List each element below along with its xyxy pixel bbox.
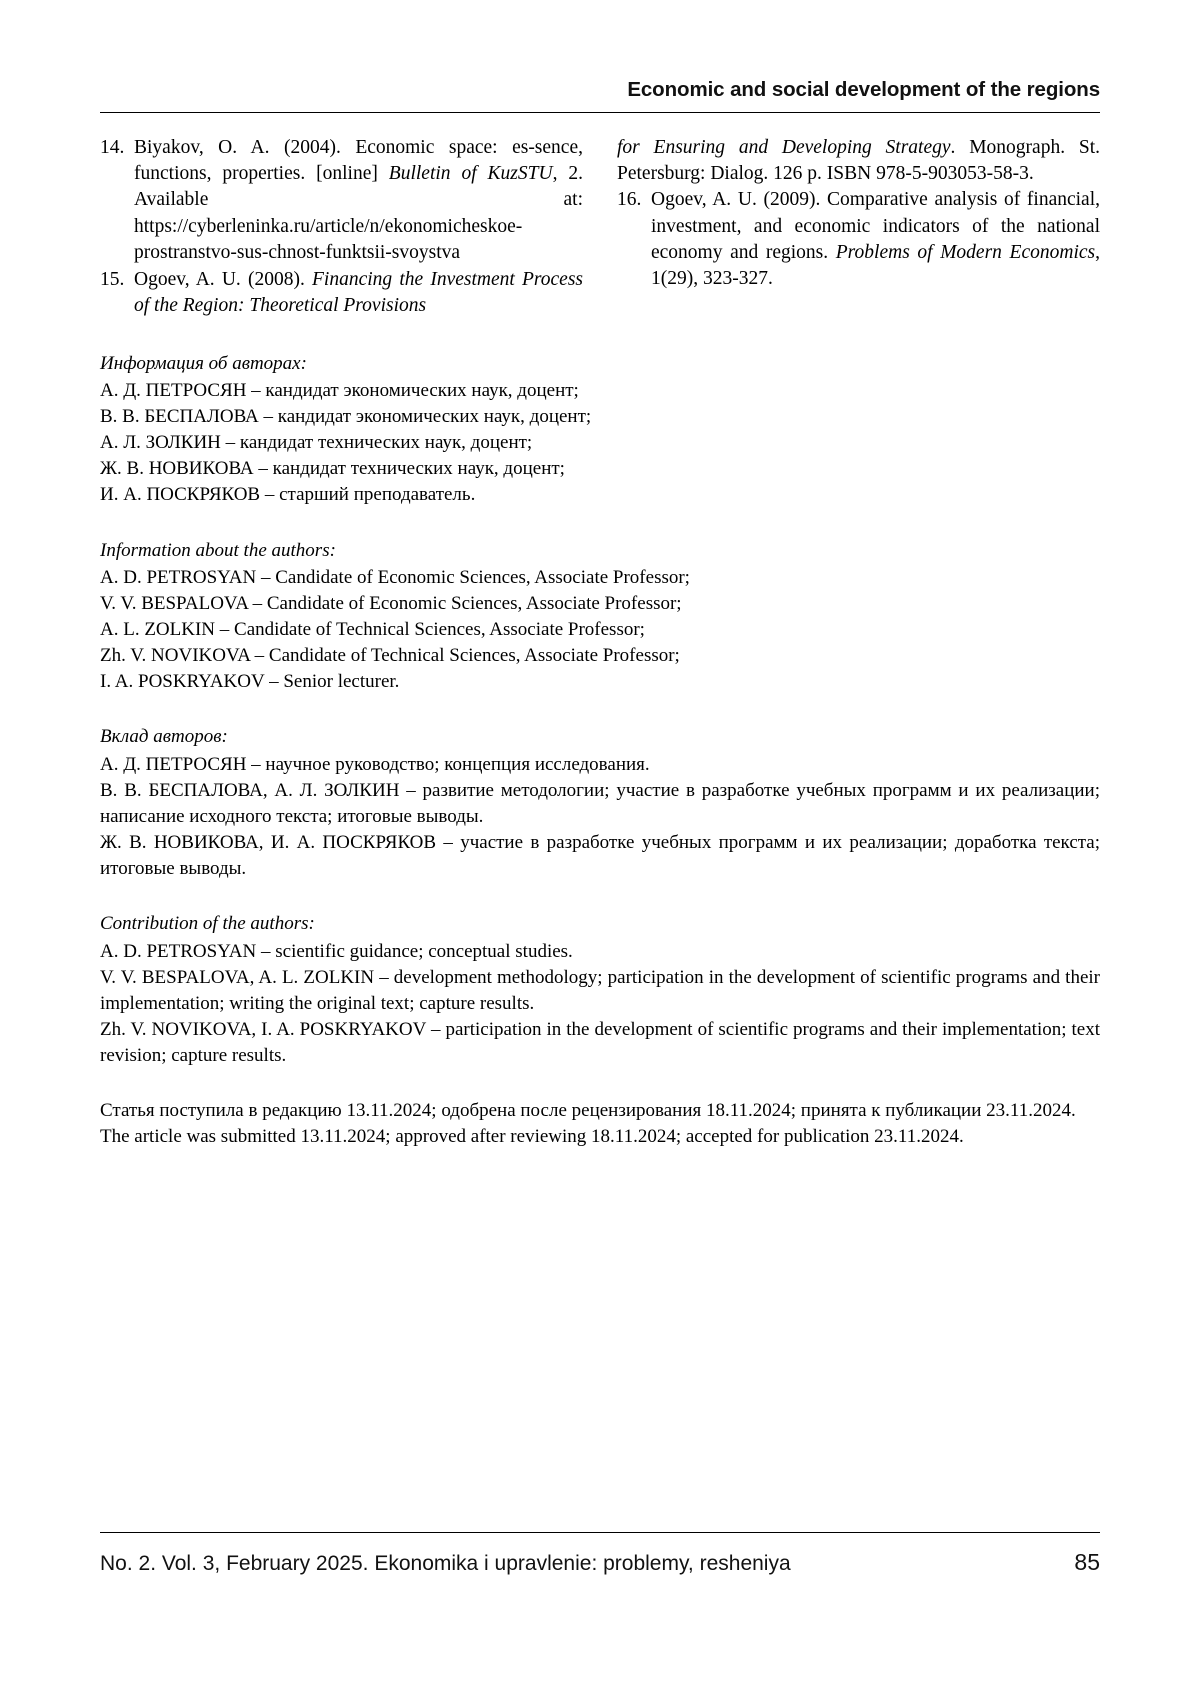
footer-issue-line: No. 2. Vol. 3, February 2025. Ekonomika i upravlenie: problemy, resheniya: [100, 1552, 791, 1575]
reference-text-italic: for Ensuring and Developing Strategy: [617, 137, 951, 158]
authors-info-ru-title: Информация об авторах:: [100, 352, 307, 374]
header-rule: [100, 112, 1100, 113]
author-line: И. А. ПОСКРЯКОВ – старший преподаватель.: [100, 483, 476, 505]
submission-dates-en: The article was submitted 13.11.2024; approved after reviewing 18.11.2024; accepted for publication 23.11.2024.: [100, 1126, 964, 1148]
page-number: 85: [1074, 1549, 1100, 1575]
running-head: Economic and social development of the regions: [627, 78, 1100, 101]
reference-text-part: , 2. Available at: https://cyberleninka.ru/article/n/ekonomicheskoe-prostranstvo-sus-chnost-funktsii-svoystva: [134, 163, 583, 263]
contribution-line: А. Д. ПЕТРОСЯН – научное руководство; концепция исследования.: [100, 754, 650, 776]
author-line: V. V. BESPALOVA – Candidate of Economic Sciences, Associate Professor;: [100, 593, 682, 615]
author-line: I. A. POSKRYAKOV – Senior lecturer.: [100, 670, 400, 692]
reference-number: 14.: [100, 137, 125, 158]
authors-info-en-title: Information about the authors:: [100, 539, 336, 561]
author-line: Zh. V. NOVIKOVA – Candidate of Technical Sciences, Associate Professor;: [100, 644, 680, 666]
contribution-ru-block: [100, 724, 1100, 881]
authors-info-en-block: [100, 538, 1100, 695]
footer-rule: [100, 1532, 1100, 1533]
contribution-line: V. V. BESPALOVA, A. L. ZOLKIN – development methodology; participation in the development of scientific programs and their implementation; writing the original text; capture results.: [100, 967, 1100, 1014]
author-line: Ж. В. НОВИКОВА – кандидат технических наук, доцент;: [100, 457, 565, 479]
references-right-column: [617, 135, 1100, 321]
contribution-en-block: [100, 911, 1100, 1068]
reference-continuation: [617, 135, 1100, 187]
reference-text-part: , 1(29), 323-327.: [651, 241, 1100, 290]
reference-text-italic: Financing the Investment Process of the Region: Theoretical Provisions: [134, 269, 583, 317]
contribution-line: Ж. В. НОВИКОВА, И. А. ПОСКРЯКОВ – участие в разработке учебных программ и их реализации; доработка текста; итоговые выводы.: [100, 831, 1100, 879]
reference-text: [134, 267, 583, 319]
reference-text-part: Ogoev, A. U. (2009). Comparative analysis of financial, investment, and economic indicators of the national economy and regions.: [651, 189, 1100, 263]
contribution-line: A. D. PETROSYAN – scientific guidance; conceptual studies.: [100, 941, 573, 963]
reference-item: [617, 187, 1100, 292]
reference-item: [100, 267, 583, 319]
reference-text-italic: Bulletin of KuzSTU: [388, 163, 553, 185]
reference-text-part: Biyakov, O. A. (2004). Economic space: es-sence, functions, properties. [online]: [134, 137, 583, 185]
reference-text: [651, 187, 1100, 292]
reference-text: [134, 135, 583, 266]
reference-number: 15.: [100, 269, 125, 291]
submission-dates-block: [100, 1098, 1100, 1150]
reference-text-part: Ogoev, A. U. (2008).: [134, 269, 313, 291]
contribution-line: Zh. V. NOVIKOVA, I. A. POSKRYAKOV – participation in the development of scientific programs and their implementation; text revision; capture results.: [100, 1018, 1100, 1066]
submission-dates-ru: Статья поступила в редакцию 13.11.2024; одобрена после рецензирования 18.11.2024; принята к публикации 23.11.2024.: [100, 1100, 1076, 1122]
reference-item: [100, 135, 583, 266]
contribution-ru-title: Вклад авторов:: [100, 726, 228, 748]
authors-info-ru-block: [100, 351, 1100, 508]
author-line: A. L. ZOLKIN – Candidate of Technical Sciences, Associate Professor;: [100, 618, 645, 640]
author-line: A. D. PETROSYAN – Candidate of Economic Sciences, Associate Professor;: [100, 567, 690, 589]
page-footer: [100, 1532, 1100, 1576]
references-left-column: [100, 135, 583, 321]
contribution-en-title: Contribution of the authors:: [100, 913, 315, 935]
reference-text-italic: Problems of Modern Economics: [835, 241, 1096, 263]
contribution-line: В. В. БЕСПАЛОВА, А. Л. ЗОЛКИН – развитие методологии; участие в разработке учебных программ и их реализации; написание исходного текста; итоговые выводы.: [100, 780, 1100, 827]
author-line: В. В. БЕСПАЛОВА – кандидат экономических наук, доцент;: [100, 406, 592, 428]
reference-text-part: . Monograph. St. Petersburg: Dialog. 126 p. ISBN 978-5-903053-58-3.: [617, 137, 1100, 185]
reference-number: 16.: [617, 189, 642, 211]
references-section: [100, 135, 1100, 321]
author-line: А. Л. ЗОЛКИН – кандидат технических наук, доцент;: [100, 432, 533, 454]
author-line: А. Д. ПЕТРОСЯН – кандидат экономических наук, доцент;: [100, 380, 579, 402]
